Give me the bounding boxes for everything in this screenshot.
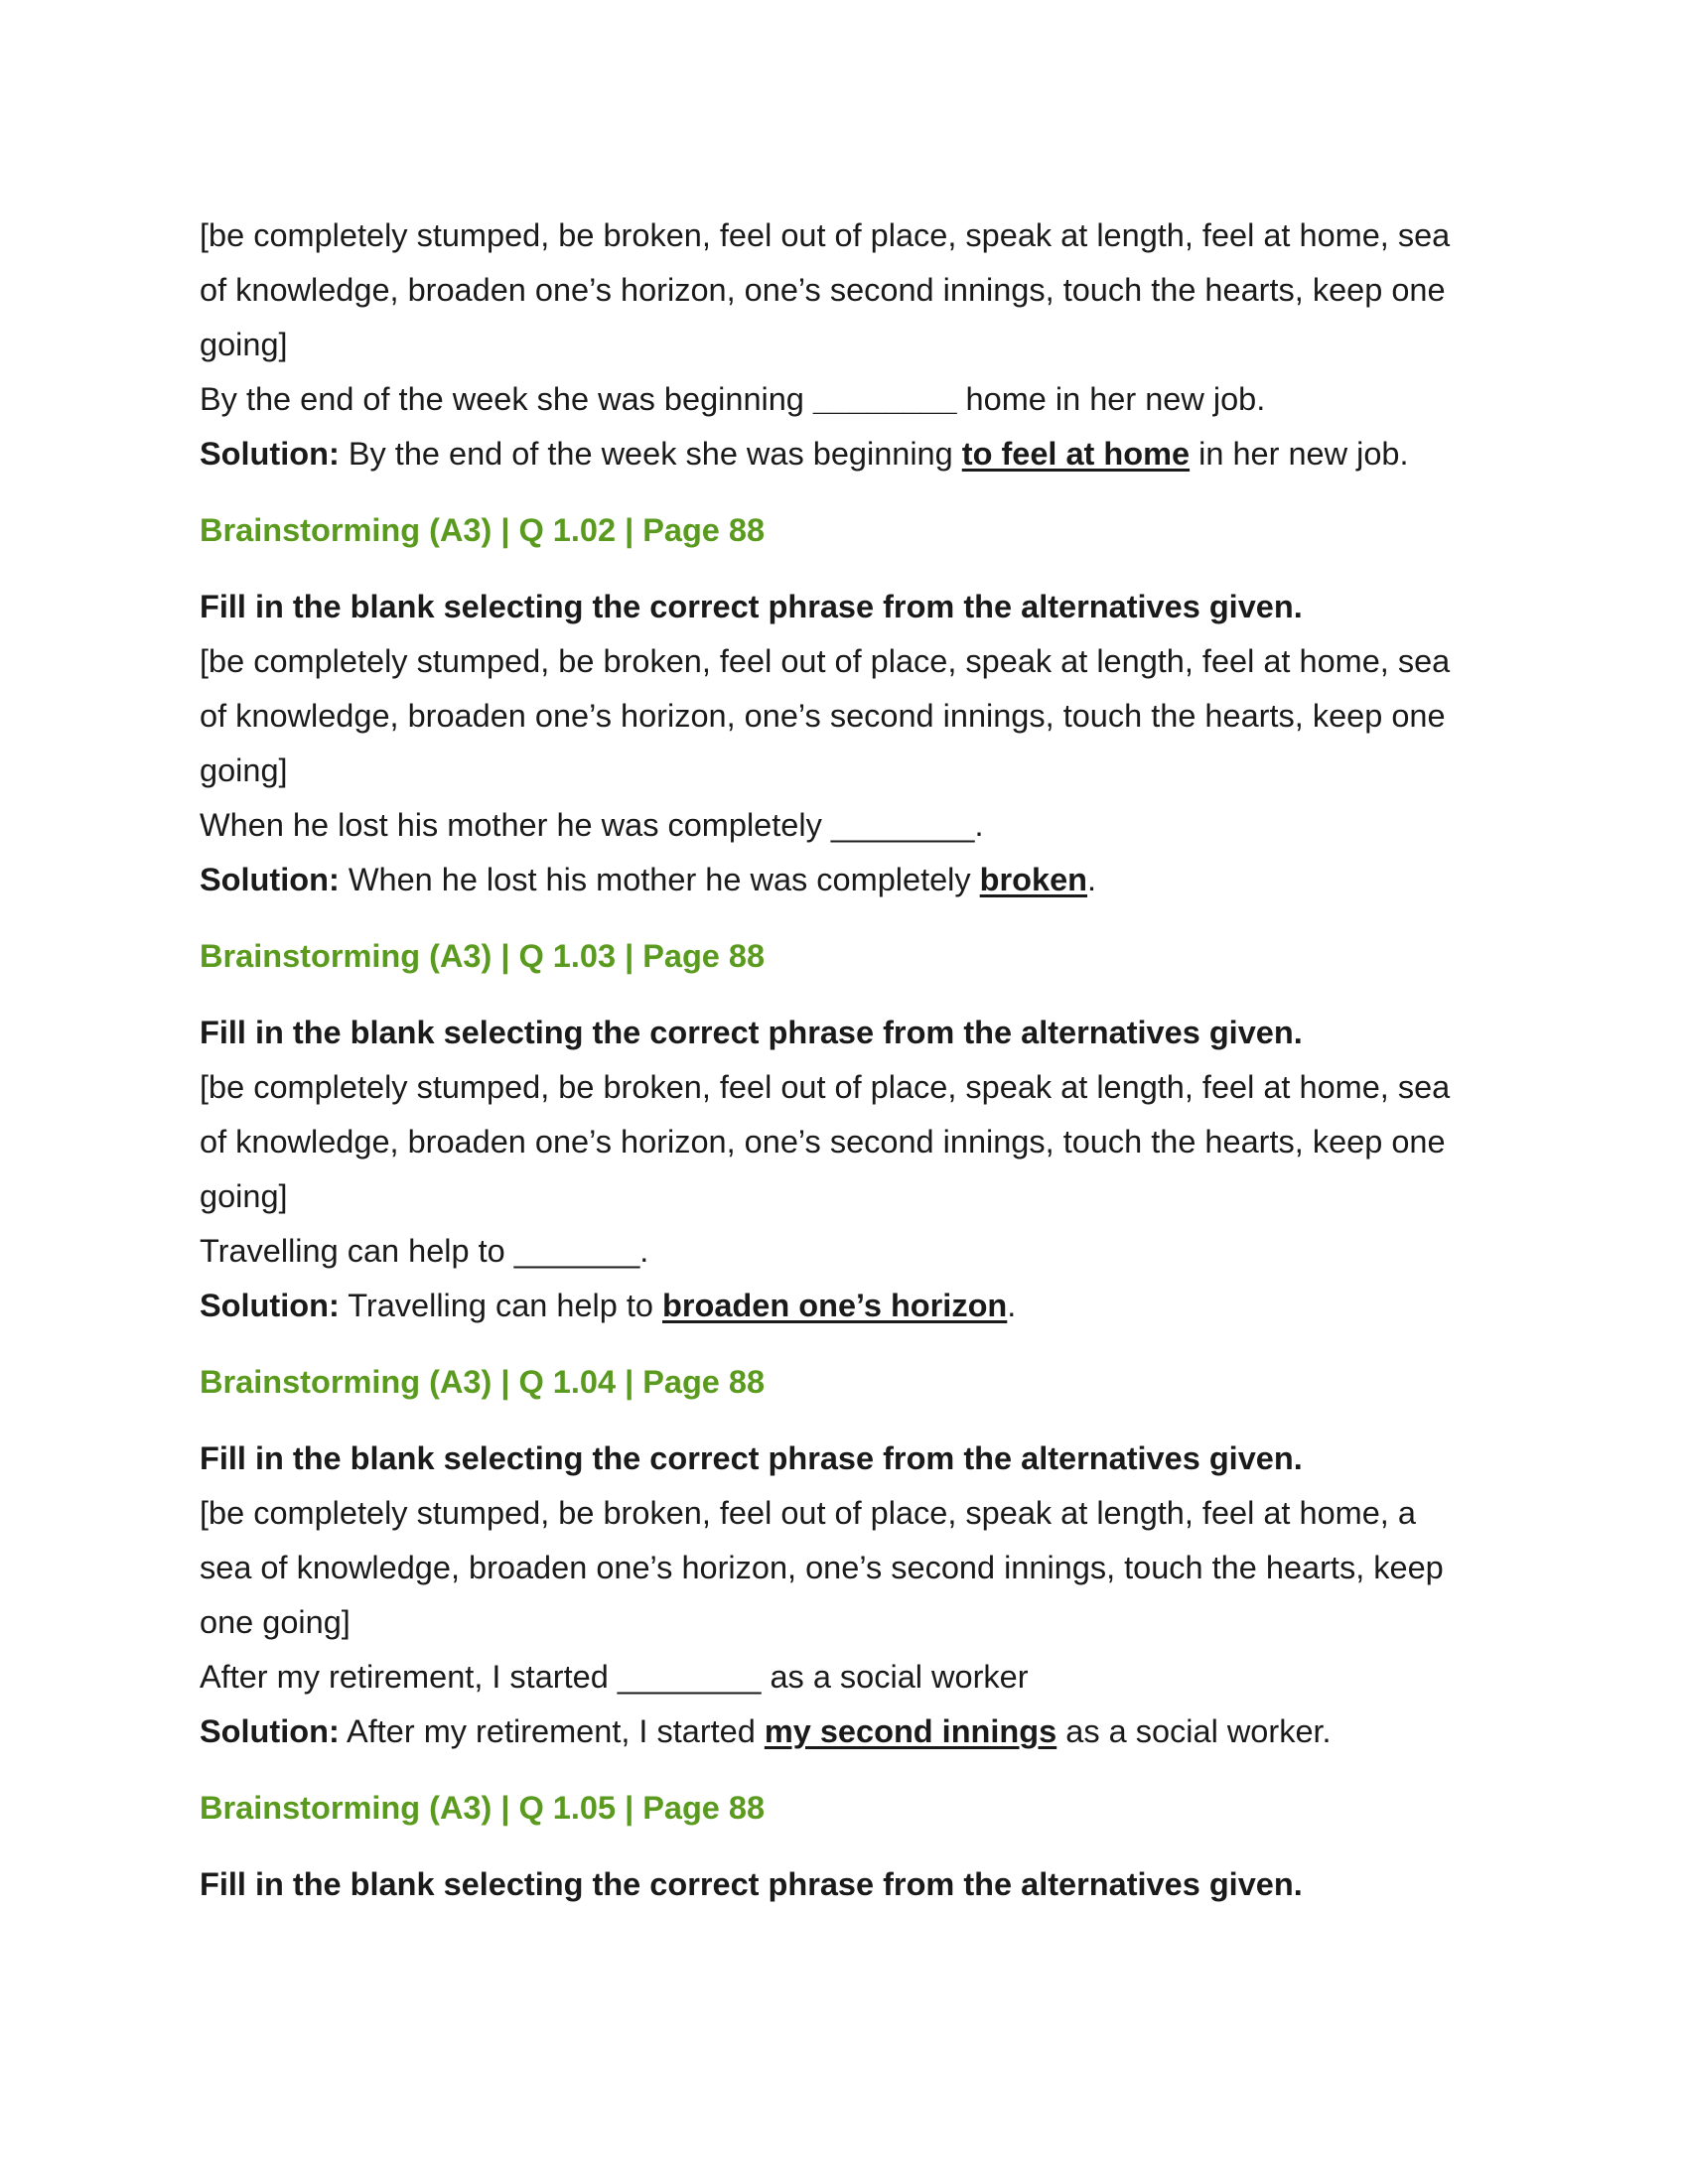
answer-blank: ________ [617,1659,762,1695]
options-line: going] [200,752,288,788]
solution-after: . [1087,862,1097,897]
solution-text [200,853,1500,907]
question-text [200,798,1500,853]
solution-label: Solution: [200,1288,340,1323]
question-before: By the end of the week she was beginning [200,381,813,417]
question-text [200,1224,1500,1279]
options-line: [be completely stumped, be broken, feel out of place, speak at length, feel at home, sea [200,643,1451,679]
options-line: going] [200,327,288,362]
solution-before: Travelling can help to [339,1288,662,1323]
options-line: of knowledge, broaden one’s horizon, one’s second innings, touch the hearts, keep one [200,1124,1446,1160]
solution-text [200,1705,1500,1759]
question-block [200,503,1500,907]
question-block [200,929,1500,1333]
question-instruction: Fill in the blank selecting the correct phrase from the alternatives given. [200,1866,1303,1902]
question-after: as a social worker [761,1659,1029,1695]
options-line: of knowledge, broaden one’s horizon, one’s second innings, touch the hearts, keep one [200,272,1446,308]
solution-answer: broken [979,862,1088,897]
solution-after: . [1007,1288,1017,1323]
question-text [200,1650,1500,1705]
question-block [200,208,1500,481]
options-line: going] [200,1178,288,1214]
options-line: one going] [200,1604,351,1640]
question-heading[interactable]: Brainstorming (A3) | Q 1.03 | Page 88 [200,938,766,974]
options-line: of knowledge, broaden one’s horizon, one’s second innings, touch the hearts, keep one [200,698,1446,734]
options-line: [be completely stumped, be broken, feel out of place, speak at length, feel at home, sea [200,1069,1451,1105]
question-block [200,1781,1500,1912]
question-before: After my retirement, I started [200,1659,618,1695]
solution-before: By the end of the week she was beginning [339,436,962,472]
solution-answer: to feel at home [961,436,1191,472]
options-line: sea of knowledge, broaden one’s horizon, one’s second innings, touch the hearts, keep [200,1550,1444,1585]
solution-before: After my retirement, I started [339,1713,765,1749]
answer-blank: ________ [830,807,975,843]
question-heading[interactable]: Brainstorming (A3) | Q 1.02 | Page 88 [200,512,766,548]
solution-text [200,1279,1500,1333]
solution-label: Solution: [200,1713,340,1749]
options-line: [be completely stumped, be broken, feel out of place, speak at length, feel at home, a [200,1495,1416,1531]
options-line: [be completely stumped, be broken, feel out of place, speak at length, feel at home, sea [200,217,1451,253]
solution-after: as a social worker. [1056,1713,1332,1749]
answer-blank: _______ [513,1233,640,1269]
document-page [200,208,1500,1912]
question-instruction: Fill in the blank selecting the correct phrase from the alternatives given. [200,589,1303,624]
question-heading[interactable]: Brainstorming (A3) | Q 1.05 | Page 88 [200,1790,766,1826]
solution-text [200,427,1500,481]
solution-answer: broaden one’s horizon [662,1288,1008,1323]
question-text [200,372,1500,427]
question-instruction: Fill in the blank selecting the correct phrase from the alternatives given. [200,1015,1303,1050]
solution-label: Solution: [200,862,340,897]
solution-after: in her new job. [1190,436,1409,472]
question-before: Travelling can help to [200,1233,514,1269]
solution-answer: my second innings [764,1713,1057,1749]
question-heading[interactable]: Brainstorming (A3) | Q 1.04 | Page 88 [200,1364,766,1400]
solution-before: When he lost his mother he was completely [339,862,980,897]
question-block [200,1355,1500,1759]
question-after: . [639,1233,649,1269]
question-after: . [974,807,984,843]
question-before: When he lost his mother he was completely [200,807,831,843]
question-after: home in her new job. [956,381,1266,417]
solution-label: Solution: [200,436,340,472]
answer-blank: ________ [812,381,957,417]
question-instruction: Fill in the blank selecting the correct phrase from the alternatives given. [200,1440,1303,1476]
